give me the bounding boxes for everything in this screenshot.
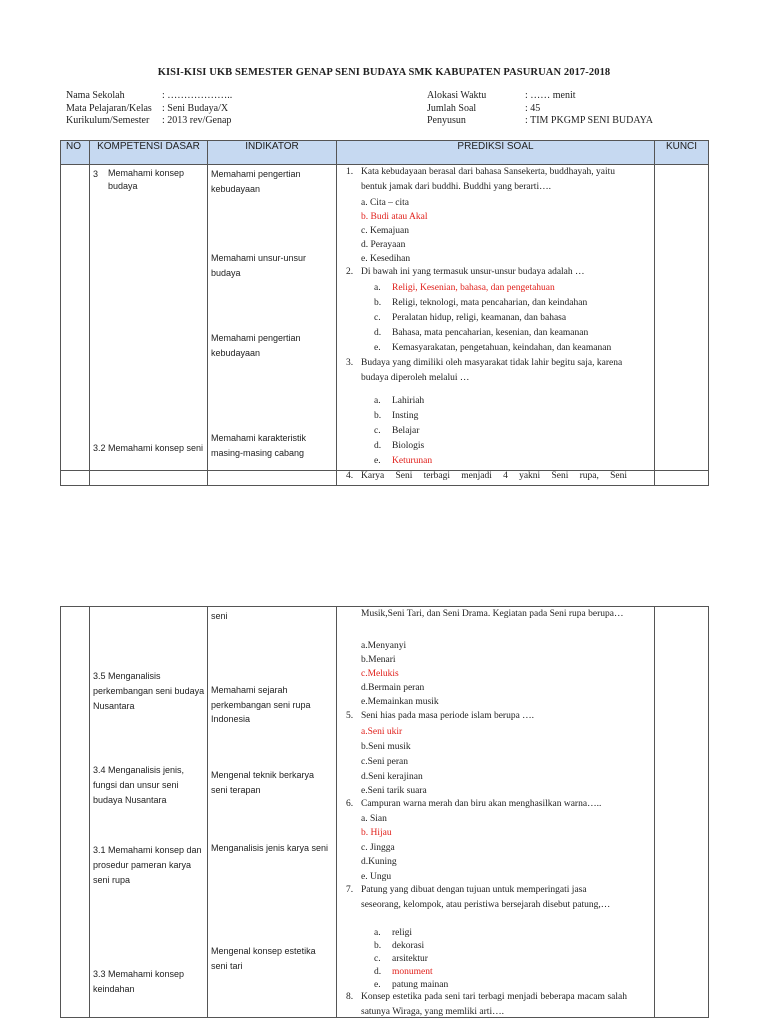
meta-key: Mata Pelajaran/Kelas: [66, 102, 152, 114]
kd-text: 3.3 Memahami konsep keindahan: [93, 969, 185, 994]
option-text: dekorasi: [392, 941, 425, 951]
indikator-text: Menganalisis jenis karya seni: [211, 843, 329, 853]
header-no: NO: [61, 141, 90, 165]
option-marker: e.: [374, 343, 381, 353]
option: d.Bermain peran: [361, 683, 425, 693]
option-correct: b. Hijau: [361, 828, 392, 838]
question-text: Di bawah ini yang termasuk unsur-unsur budaya adalah …: [361, 267, 585, 277]
question: [337, 990, 627, 1020]
kd-text: 3.5 Menganalisis perkembangan seni budaya Nusantara: [93, 671, 205, 711]
question: [337, 883, 627, 913]
option-text: Insting: [392, 411, 419, 421]
option: e. Ungu: [361, 872, 392, 882]
option-marker: b.: [374, 941, 382, 951]
option: [374, 952, 428, 966]
prediksi-cell: [337, 165, 655, 471]
meta-value: : Seni Budaya/X: [162, 102, 229, 114]
option: b.Seni musik: [361, 742, 411, 752]
option: c.Seni peran: [361, 757, 408, 767]
option: [374, 454, 432, 468]
option-marker: c.: [374, 954, 381, 964]
question-text: Seni hias pada masa periode islam berupa ….: [361, 711, 535, 721]
question-text: Konsep estetika pada seni tari terbagi menjadi beberapa macam salah satunya Wiraga, yang memliki arti….: [361, 992, 627, 1017]
kunci-cell: [655, 165, 709, 471]
option-correct: a.Seni ukir: [361, 727, 403, 737]
kompetensi-cell: [90, 471, 208, 486]
question: [337, 469, 627, 484]
header-kompetensi: KOMPETENSI DASAR: [90, 141, 208, 165]
option-marker: c.: [374, 313, 381, 323]
question-number: 4.: [346, 471, 354, 481]
option: c. Kemajuan: [361, 226, 410, 236]
option-text: Religi, teknologi, mata pencaharian, dan keindahan: [392, 298, 588, 308]
option-correct: monument: [392, 967, 433, 977]
option-correct: Religi, Kesenian, bahasa, dan pengetahuan: [392, 283, 555, 293]
option: a. Sian: [361, 814, 387, 824]
option: [374, 311, 566, 325]
question-number: 3.: [346, 358, 354, 368]
question-continuation: [337, 607, 627, 622]
indikator-cell: [208, 165, 337, 471]
option-text: religi: [392, 928, 413, 938]
kd-text: Memahami konsep budaya: [108, 168, 185, 191]
option-marker: b.: [374, 298, 382, 308]
prediksi-cell: [337, 607, 655, 1018]
option: [374, 326, 588, 340]
indikator-cell: [208, 471, 337, 486]
option: c. Jingga: [361, 843, 395, 853]
question-text: Karya Seni terbagi menjadi 4 yakni Seni rupa, Seni: [361, 471, 627, 481]
indikator-text: Mengenal konsep estetika seni tari: [211, 946, 316, 971]
option-marker: d.: [374, 441, 382, 451]
indikator-text: Memahami sejarah perkembangan seni rupa Indonesia: [211, 685, 311, 724]
no-cell: [61, 471, 90, 486]
no-cell: [61, 165, 90, 471]
question: [337, 265, 627, 280]
question-number: 7.: [346, 885, 354, 895]
table-row: [61, 471, 709, 486]
option-correct: b. Budi atau Akal: [361, 212, 428, 222]
option-text: Peralatan hidup, religi, keamanan, dan bahasa: [392, 313, 567, 323]
question-number: 5.: [346, 711, 354, 721]
kisi-kisi-table-page2: [60, 606, 709, 1018]
option-marker: a.: [374, 283, 381, 293]
meta-value: : ………………..: [162, 90, 233, 101]
option: [374, 281, 555, 295]
option-marker: a.: [374, 928, 381, 938]
option: d.Seni kerajinan: [361, 772, 423, 782]
kd-text: 3.2 Memahami konsep seni: [93, 443, 204, 453]
option-correct: c.Melukis: [361, 669, 399, 679]
question: [337, 356, 627, 386]
kompetensi-cell: [90, 165, 208, 471]
question-number: 6.: [346, 799, 354, 809]
meta-key: Jumlah Soal: [427, 102, 477, 114]
meta-key: Alokasi Waktu: [427, 90, 487, 101]
header-indikator: INDIKATOR: [208, 141, 337, 165]
option-text: Belajar: [392, 426, 420, 436]
header-prediksi: PREDIKSI SOAL: [337, 141, 655, 165]
indikator-text: seni: [211, 611, 228, 621]
meta-key: Penyusun: [427, 115, 466, 126]
option: [374, 965, 433, 979]
option: [374, 409, 418, 423]
indikator-text: Memahami pengertian kebudayaan: [211, 169, 301, 194]
option: e.Memainkan musik: [361, 697, 439, 707]
option-marker: a.: [374, 396, 381, 406]
option-marker: b.: [374, 411, 382, 421]
kisi-kisi-table-page1: [60, 140, 709, 486]
question-text: Campuran warna merah dan biru akan menghasilkan warna…..: [361, 799, 602, 809]
option: [374, 939, 424, 953]
document-title: KISI-KISI UKB SEMESTER GENAP SENI BUDAYA SMK KABUPATEN PASURUAN 2017-2018: [157, 67, 611, 78]
option: d. Perayaan: [361, 240, 406, 250]
meta-value: : …… menit: [525, 90, 576, 101]
meta-key: Nama Sekolah: [66, 90, 125, 101]
option-marker: d.: [374, 328, 382, 338]
question-number: 8.: [346, 992, 354, 1002]
indikator-text: Mengenal teknik berkarya seni terapan: [211, 770, 315, 795]
option-correct: Keturunan: [392, 456, 433, 466]
option-text: Biologis: [392, 441, 425, 451]
meta-value: : 45: [525, 102, 541, 114]
question-text: Kata kebudayaan berasal dari bahasa Sansekerta, buddhayah, yaitu bentuk jamak dari buddhi. Buddhi yang berarti….: [361, 167, 616, 192]
no-cell: [61, 607, 90, 1018]
meta-right: [427, 90, 653, 128]
header-kunci: KUNCI: [655, 141, 709, 165]
kd-number: 3: [93, 169, 99, 179]
option: [374, 341, 611, 355]
option-text: Kemasyarakatan, pengetahuan, keindahan, dan keamanan: [392, 343, 612, 353]
option-marker: c.: [374, 426, 381, 436]
meta-key: Kurikulum/Semester: [66, 115, 150, 126]
option-text: Lahiriah: [392, 396, 425, 406]
kompetensi-cell: [90, 607, 208, 1018]
option-text: Bahasa, mata pencaharian, kesenian, dan keamanan: [392, 328, 589, 338]
option: a.Menyanyi: [361, 641, 407, 651]
kunci-cell: [655, 607, 709, 1018]
option: [374, 424, 419, 438]
option-text: patung mainan: [392, 980, 449, 990]
option: b.Menari: [361, 655, 396, 665]
option: e.Seni tarik suara: [361, 786, 427, 796]
indikator-text: Memahami unsur-unsur budaya: [211, 253, 307, 278]
option-text: arsitektur: [392, 954, 428, 964]
table-row: [61, 165, 709, 471]
option: e. Kesedihan: [361, 254, 411, 264]
option: a. Cita – cita: [361, 198, 410, 208]
meta-left: [66, 90, 232, 128]
question: [337, 709, 627, 724]
kd-text: 3.4 Menganalisis jenis, fungsi dan unsur seni budaya Nusantara: [93, 765, 185, 805]
kd-text: 3.1 Memahami konsep dan prosedur pameran karya seni rupa: [93, 845, 202, 885]
indikator-text: Memahami pengertian kebudayaan: [211, 333, 301, 358]
question-number: 1.: [346, 167, 354, 177]
option: [374, 439, 424, 453]
indikator-cell: [208, 607, 337, 1018]
question-text: Patung yang dibuat dengan tujuan untuk memperingati jasa seseorang, kelompok, atau peristiwa bersejarah disebut patung,…: [361, 885, 611, 910]
option: [374, 296, 587, 310]
question-text: Musik,Seni Tari, dan Seni Drama. Kegiatan pada Seni rupa berupa…: [361, 609, 624, 619]
meta-value: : TIM PKGMP SENI BUDAYA: [525, 115, 653, 126]
question-number: 2.: [346, 267, 354, 277]
option-marker: e.: [374, 456, 381, 466]
indikator-text: Memahami karakteristik masing-masing cabang: [211, 433, 307, 458]
option: [374, 394, 424, 408]
option-marker: e.: [374, 980, 381, 990]
meta-value: : 2013 rev/Genap: [162, 115, 232, 126]
kunci-cell: [655, 471, 709, 486]
question: [337, 797, 627, 812]
question-text: Budaya yang dimiliki oleh masyarakat tidak lahir begitu saja, karena budaya diperoleh melalui …: [361, 358, 623, 383]
question: [337, 165, 627, 195]
table-row: [61, 607, 709, 1018]
prediksi-cell: [337, 471, 655, 486]
option: d.Kuning: [361, 857, 397, 867]
option: [374, 926, 412, 940]
option-marker: d.: [374, 967, 382, 977]
